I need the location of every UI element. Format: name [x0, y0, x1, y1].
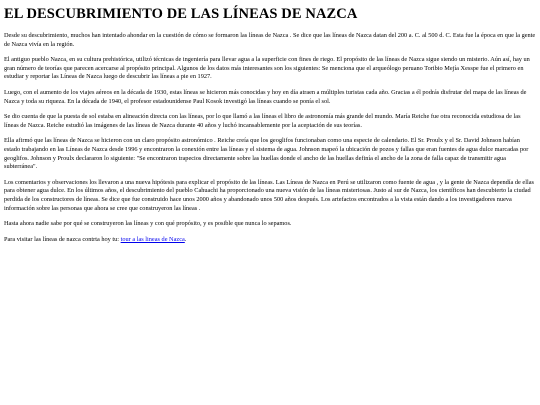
paragraph-conclusion: Hasta ahora nadie sabe por qué se construyeron las líneas y con qué propósito, y es posible que nunca lo sepamos. [4, 220, 292, 228]
tour-suffix-text: . [184, 235, 187, 243]
paragraph-ancient-people: El antiguo pueblo Nazca, en su cultura prehistórica, utilizó técnicas de ingeniería para llevar agua a la superficie con fines de riego. El propósito de las líneas de Nazca sigue siendo un misterio. Aún así, hay un gran número de teorías que parecen acercarse al propósito principal. Algunos de los datos más interesantes son los siguientes: Se menciona que el arqueólogo peruano Toribio Mejía Xesspe fue el primero en estudiar y reportar las Líneas de Nazca luego de descubrir las líneas a pie en 1927. [4, 56, 530, 81]
paragraph-water-theory: Ella afirmó que las líneas de Nazca se hicieron con un claro propósito astronómico . Reiche creía que los geoglifos funcionaban como una especie de calendario. El Sr. Proulx y el Sr. David Johnson habían estado trabajando en las Líneas de Nazca desde 1996 y encontraron la conexión entre las líneas y el sistema de agua. Johnson mapeó la ubicación de pozos y fallas que eran fuentes de agua dulce marcadas por geoglifos. Johnson y Proulx declararon lo siguiente: "Se encontraron trapecios directamente sobre las huellas donde el ancho de las huellas definía el ancho de la zona de falla capaz de transmitir agua subterránea". [4, 137, 529, 171]
paragraph-cahuachi: Los comentarios y observaciones los llevaron a una nueva hipótesis para explicar el propósito de las líneas. Las Líneas de Nazca en Perú se utilizaron como fuente de agua , y la gente de Nazca dependía de ellas para obtener agua dulce. En los últimos años, el descubrimiento del pueblo Cahuachi ha proporcionado una nueva visión de las líneas misteriosas. Justo al sur de Nazca, los científicos han descubierto la ciudad perdida de los constructores de líneas. Se dice que fue construido hace unos 2000 años y abandonado unos 500 años después. Los artefactos encontrados a la vista están dando a los investigadores nueva información sobre las personas que ahora se cree que construyeron las líneas . [4, 178, 534, 212]
tour-link[interactable]: tour a las lineas de Nazca [120, 235, 185, 243]
paragraph-air-travel: Luego, con el aumento de los viajes aéreos en la década de 1930, estas líneas se hicieron más conocidas y hoy en día atraen a múltiples turistas cada año. Gracias a él podrás disfrutar del mapa de las líneas de Nazca y toda su riqueza. En la década de 1940, el profesor estadounidense Paul Kosok investigó las líneas cuando se ponía el sol. [4, 88, 527, 105]
tour-prefix-text: Para visitar las líneas de nazca contrta hoy tu: [4, 235, 121, 243]
paragraph-astronomy: Se dio cuenta de que la puesta de sol estaba en alineación directa con las líneas, por lo que llamó a las líneas el libro de astronomía más grande del mundo. María Reiche fue otra reconocida estudiosa de las líneas de Nazca. Reiche estudió las imágenes de las líneas de Nazca durante 40 años y luchó incansablemente por la aceptación de sus teorías. [4, 113, 521, 129]
paragraph-intro: Desde su descubrimiento, muchos han intentado ahondar en la cuestión de cómo se formaron las líneas de Nazca . Se dice que las líneas de Nazca datan del 200 a. C. al 500 d. C. Esta fue la época en que la gente de Nazca vivía en la región. [4, 32, 536, 48]
page-title: EL DESCUBRIMIENTO DE LAS LÍNEAS DE NAZCA [4, 6, 358, 22]
paragraph-tour [4, 236, 536, 245]
